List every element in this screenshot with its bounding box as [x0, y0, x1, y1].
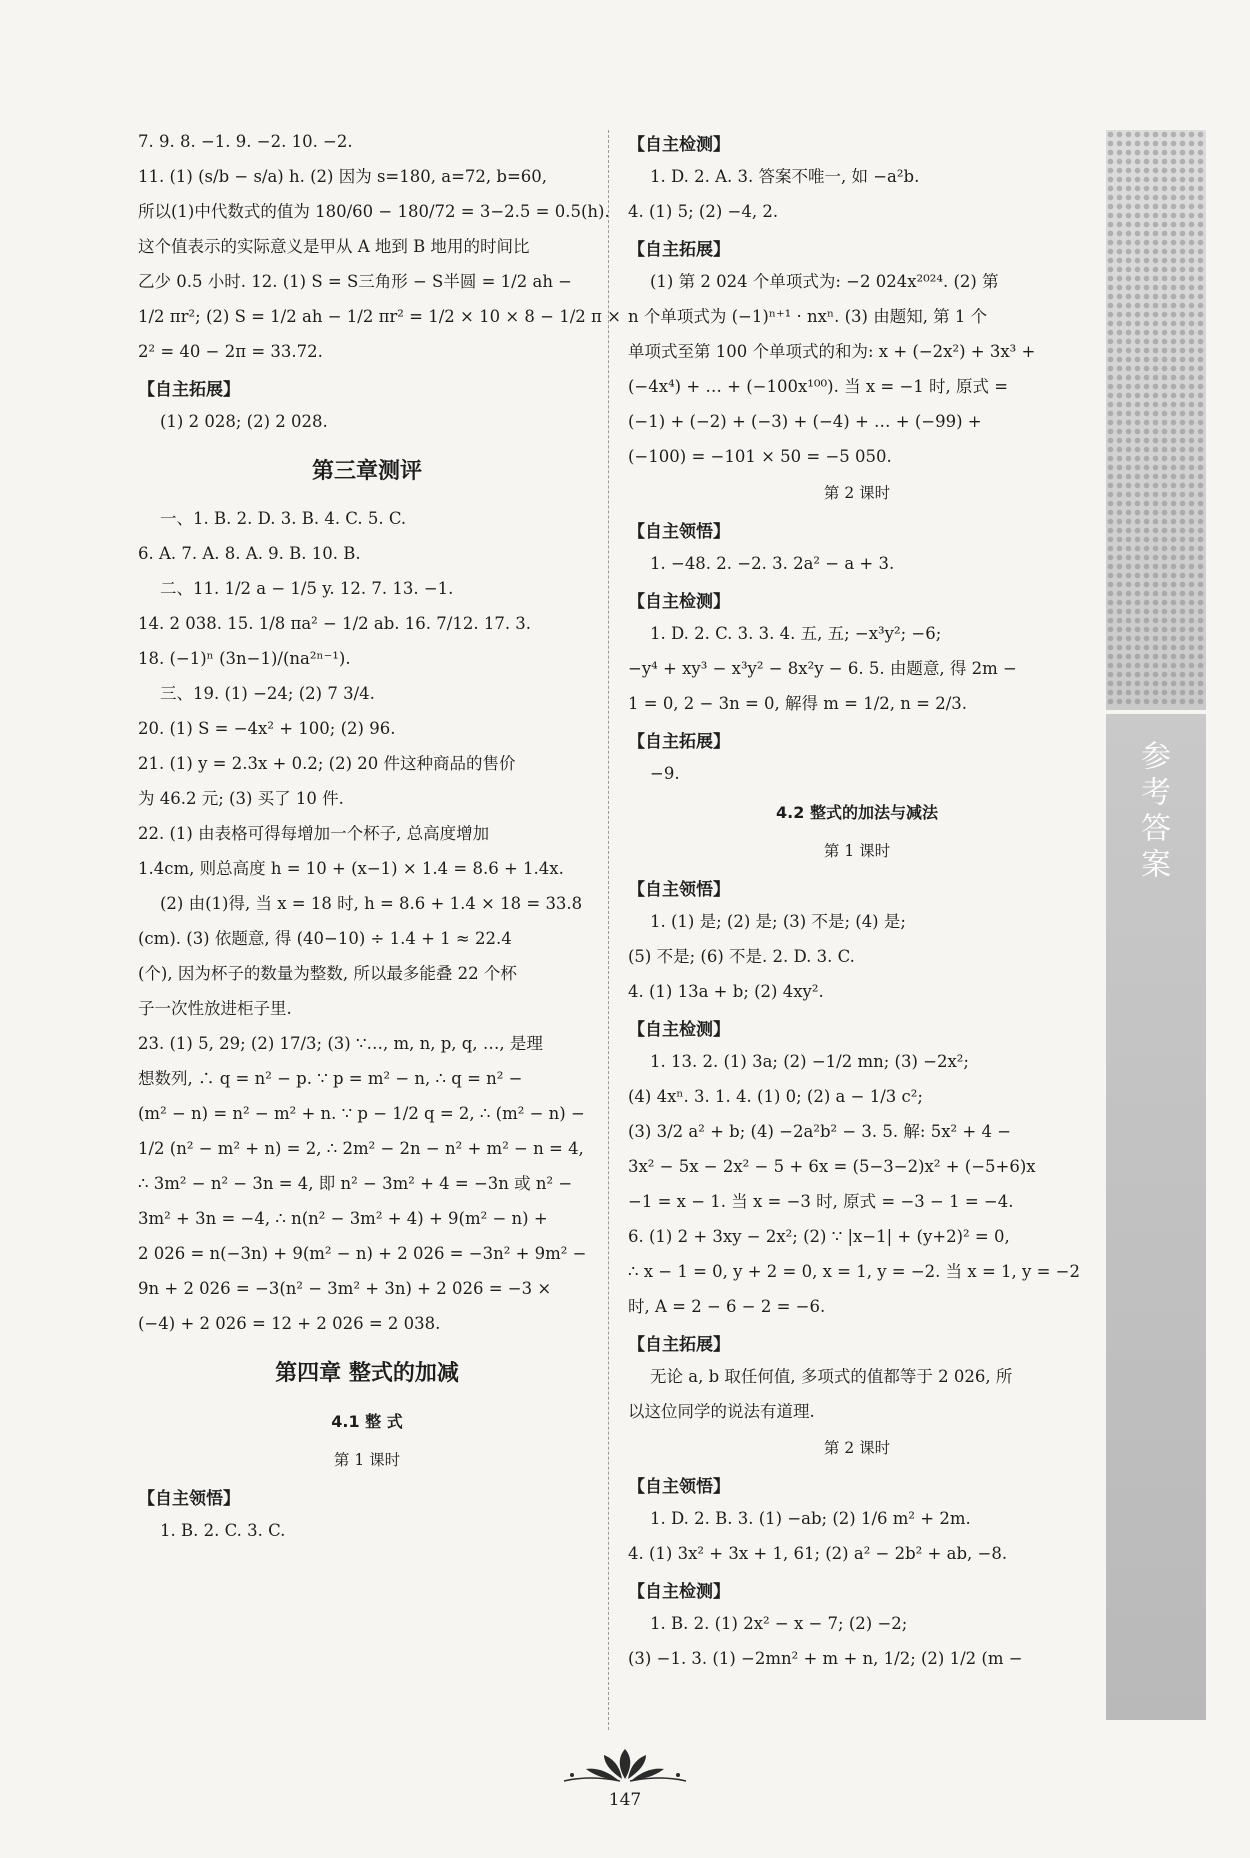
answer-line: 以这位同学的说法有道理. [628, 1402, 815, 1421]
answer-line: 1. −48. 2. −2. 3. 2a² − a + 3. [650, 554, 895, 573]
section-4-1-title: 4.1 整 式 [331, 1412, 403, 1431]
section-heading-extension: 【自主拓展】 [138, 380, 240, 400]
answer-line: 想数列, ∴ q = n² − p. ∵ p = m² − n, ∴ q = n² − [138, 1069, 523, 1088]
answer-line: (m² − n) = n² − m² + n. ∵ p − 1/2 q = 2, ∴ (m² − n) − [138, 1104, 585, 1123]
answer-line: 单项式至第 100 个单项式的和为: x + (−2x²) + 3x³ + [628, 342, 1036, 361]
section-4-2-title: 4.2 整式的加法与减法 [776, 803, 938, 822]
answer-line: 1/2 πr²; (2) S = 1/2 ah − 1/2 πr² = 1/2 × 10 × 8 − 1/2 π × [138, 307, 621, 326]
chapter4-title: 第四章 整式的加减 [275, 1361, 459, 1386]
answer-line: 9n + 2 026 = −3(n² − 3m² + 3n) + 2 026 = −3 × [138, 1279, 552, 1298]
answer-line: 子一次性放进柜子里. [138, 999, 292, 1018]
answer-line: 6. A. 7. A. 8. A. 9. B. 10. B. [138, 544, 361, 563]
answer-line: (5) 不是; (6) 不是. 2. D. 3. C. [628, 947, 855, 966]
answer-line: 1. D. 2. C. 3. 3. 4. 五, 五; −x³y²; −6; [650, 624, 942, 643]
section-heading-selfstudy: 【自主领悟】 [628, 1477, 730, 1497]
answer-line: 1 = 0, 2 − 3n = 0, 解得 m = 1/2, n = 2/3. [628, 694, 968, 713]
answer-line: 2² = 40 − 2π = 33.72. [138, 342, 323, 361]
answer-line: 11. (1) (s/b − s/a) h. (2) 因为 s=180, a=72, b=60, [138, 167, 548, 186]
answer-line: 18. (−1)ⁿ (3n−1)/(na²ⁿ⁻¹). [138, 649, 351, 668]
answer-line: (−100) = −101 × 50 = −5 050. [628, 447, 892, 466]
answer-line: 14. 2 038. 15. 1/8 πa² − 1/2 ab. 16. 7/12. 17. 3. [138, 614, 532, 633]
lesson-label: 第 1 课时 [333, 1451, 401, 1469]
chapter3-title: 第三章测评 [311, 459, 422, 484]
answer-line: (2) 由(1)得, 当 x = 18 时, h = 8.6 + 1.4 × 18 = 33.8 [160, 894, 583, 913]
side-tab-stripe [1106, 710, 1206, 714]
section-heading-extension: 【自主拓展】 [628, 732, 730, 752]
answer-line: 1. (1) 是; (2) 是; (3) 不是; (4) 是; [650, 912, 906, 931]
answer-line: 1. D. 2. A. 3. 答案不唯一, 如 −a²b. [650, 167, 920, 186]
answer-line: 6. (1) 2 + 3xy − 2x²; (2) ∵ |x−1| + (y+2)² = 0, [628, 1227, 1010, 1246]
answer-line: 1. B. 2. C. 3. C. [160, 1521, 286, 1540]
answer-line: 二、11. 1/2 a − 1/5 y. 12. 7. 13. −1. [160, 579, 454, 598]
answer-line: 时, A = 2 − 6 − 2 = −6. [628, 1297, 826, 1316]
side-tab-label: 参考答案 [1135, 740, 1170, 884]
answer-line: 1. D. 2. B. 3. (1) −ab; (2) 1/6 m² + 2m. [650, 1509, 971, 1528]
answer-line: 为 46.2 元; (3) 买了 10 件. [138, 789, 344, 808]
section-heading-check: 【自主检测】 [628, 135, 730, 155]
section-heading-selfstudy: 【自主领悟】 [628, 880, 730, 900]
answer-line: (个), 因为杯子的数量为整数, 所以最多能叠 22 个杯 [138, 964, 517, 983]
answer-line: ∴ x − 1 = 0, y + 2 = 0, x = 1, y = −2. 当 x = 1, y = −2 [628, 1262, 1080, 1281]
answer-line: (1) 2 028; (2) 2 028. [160, 412, 328, 431]
answer-line: 1/2 (n² − m² + n) = 2, ∴ 2m² − 2n − n² + m² − n = 4, [138, 1139, 584, 1158]
answer-line: (−4x⁴) + … + (−100x¹⁰⁰). 当 x = −1 时, 原式 = [628, 377, 1009, 396]
answer-line: (cm). (3) 依题意, 得 (40−10) ÷ 1.4 + 1 ≈ 22.4 [138, 929, 512, 948]
answer-line: 一、1. B. 2. D. 3. B. 4. C. 5. C. [160, 509, 407, 528]
answer-line: (−4) + 2 026 = 12 + 2 026 = 2 038. [138, 1314, 441, 1333]
section-heading-selfstudy: 【自主领悟】 [138, 1489, 240, 1509]
answer-line: 乙少 0.5 小时. 12. (1) S = S三角形 − S半圆 = 1/2 ah − [138, 272, 573, 291]
page-number: 147 [608, 1790, 642, 1810]
answer-line: 4. (1) 13a + b; (2) 4xy². [628, 982, 824, 1001]
section-heading-extension: 【自主拓展】 [628, 1335, 730, 1355]
answer-line: 三、19. (1) −24; (2) 7 3/4. [160, 684, 375, 703]
answer-line: 2 026 = n(−3n) + 9(m² − n) + 2 026 = −3n² + 9m² − [138, 1244, 587, 1263]
halftone-pattern [1106, 130, 1206, 705]
answer-line: 20. (1) S = −4x² + 100; (2) 96. [138, 719, 396, 738]
answer-line: −1 = x − 1. 当 x = −3 时, 原式 = −3 − 1 = −4. [628, 1192, 1014, 1211]
answer-line: 22. (1) 由表格可得每增加一个杯子, 总高度增加 [138, 824, 490, 843]
answer-line: (−1) + (−2) + (−3) + (−4) + … + (−99) + [628, 412, 982, 431]
answer-line: (3) −1. 3. (1) −2mn² + m + n, 1/2; (2) 1/2 (m − [628, 1649, 1023, 1668]
answer-line: 4. (1) 3x² + 3x + 1, 61; (2) a² − 2b² + ab, −8. [628, 1544, 1008, 1563]
answer-line: 无论 a, b 取任何值, 多项式的值都等于 2 026, 所 [650, 1367, 1013, 1386]
answer-line: (3) 3/2 a² + b; (4) −2a²b² − 3. 5. 解: 5x² + 4 − [628, 1122, 1012, 1141]
column-divider [608, 130, 609, 1730]
left-column [138, 130, 621, 1554]
answer-line: 3x² − 5x − 2x² − 5 + 6x = (5−3−2)x² + (−5+6)x [628, 1157, 1036, 1176]
section-heading-check: 【自主检测】 [628, 1582, 730, 1602]
answer-line: 这个值表示的实际意义是甲从 A 地到 B 地用的时间比 [138, 237, 530, 256]
section-heading-extension: 【自主拓展】 [628, 240, 730, 260]
answer-line: 23. (1) 5, 29; (2) 17/3; (3) ∵…, m, n, p, q, …, 是理 [138, 1034, 543, 1053]
answer-line: 3m² + 3n = −4, ∴ n(n² − 3m² + 4) + 9(m² − n) + [138, 1209, 548, 1228]
section-heading-check: 【自主检测】 [628, 592, 730, 612]
answer-line: −y⁴ + xy³ − x³y² − 8x²y − 6. 5. 由题意, 得 2m − [628, 659, 1017, 678]
lesson-label: 第 2 课时 [823, 484, 891, 502]
lesson-label: 第 2 课时 [823, 1439, 891, 1457]
answer-line: 1.4cm, 则总高度 h = 10 + (x−1) × 1.4 = 8.6 + 1.4x. [138, 859, 564, 878]
section-heading-selfstudy: 【自主领悟】 [628, 522, 730, 542]
answer-line: 21. (1) y = 2.3x + 0.2; (2) 20 件这种商品的售价 [138, 754, 516, 773]
right-column [628, 130, 1086, 1682]
answer-line: (4) 4xⁿ. 3. 1. 4. (1) 0; (2) a − 1/3 c²; [628, 1087, 923, 1106]
side-tab [1106, 130, 1206, 1720]
lesson-label: 第 1 课时 [823, 842, 891, 860]
answer-line: (1) 第 2 024 个单项式为: −2 024x²⁰²⁴. (2) 第 [650, 272, 999, 291]
answer-line: ∴ 3m² − n² − 3n = 4, 即 n² − 3m² + 4 = −3n 或 n² − [138, 1174, 573, 1193]
answer-line: 4. (1) 5; (2) −4, 2. [628, 202, 779, 221]
answer-line: 1. B. 2. (1) 2x² − x − 7; (2) −2; [650, 1614, 908, 1633]
leaf-ornament-icon [560, 1745, 690, 1785]
answer-line: 1. 13. 2. (1) 3a; (2) −1/2 mn; (3) −2x²; [650, 1052, 969, 1071]
answer-line: 所以(1)中代数式的值为 180/60 − 180/72 = 3−2.5 = 0.5(h). [138, 202, 610, 221]
answer-line: n 个单项式为 (−1)ⁿ⁺¹ · nxⁿ. (3) 由题知, 第 1 个 [628, 307, 988, 326]
answer-line: 7. 9. 8. −1. 9. −2. 10. −2. [138, 132, 353, 151]
answer-line: −9. [650, 764, 680, 783]
section-heading-check: 【自主检测】 [628, 1020, 730, 1040]
